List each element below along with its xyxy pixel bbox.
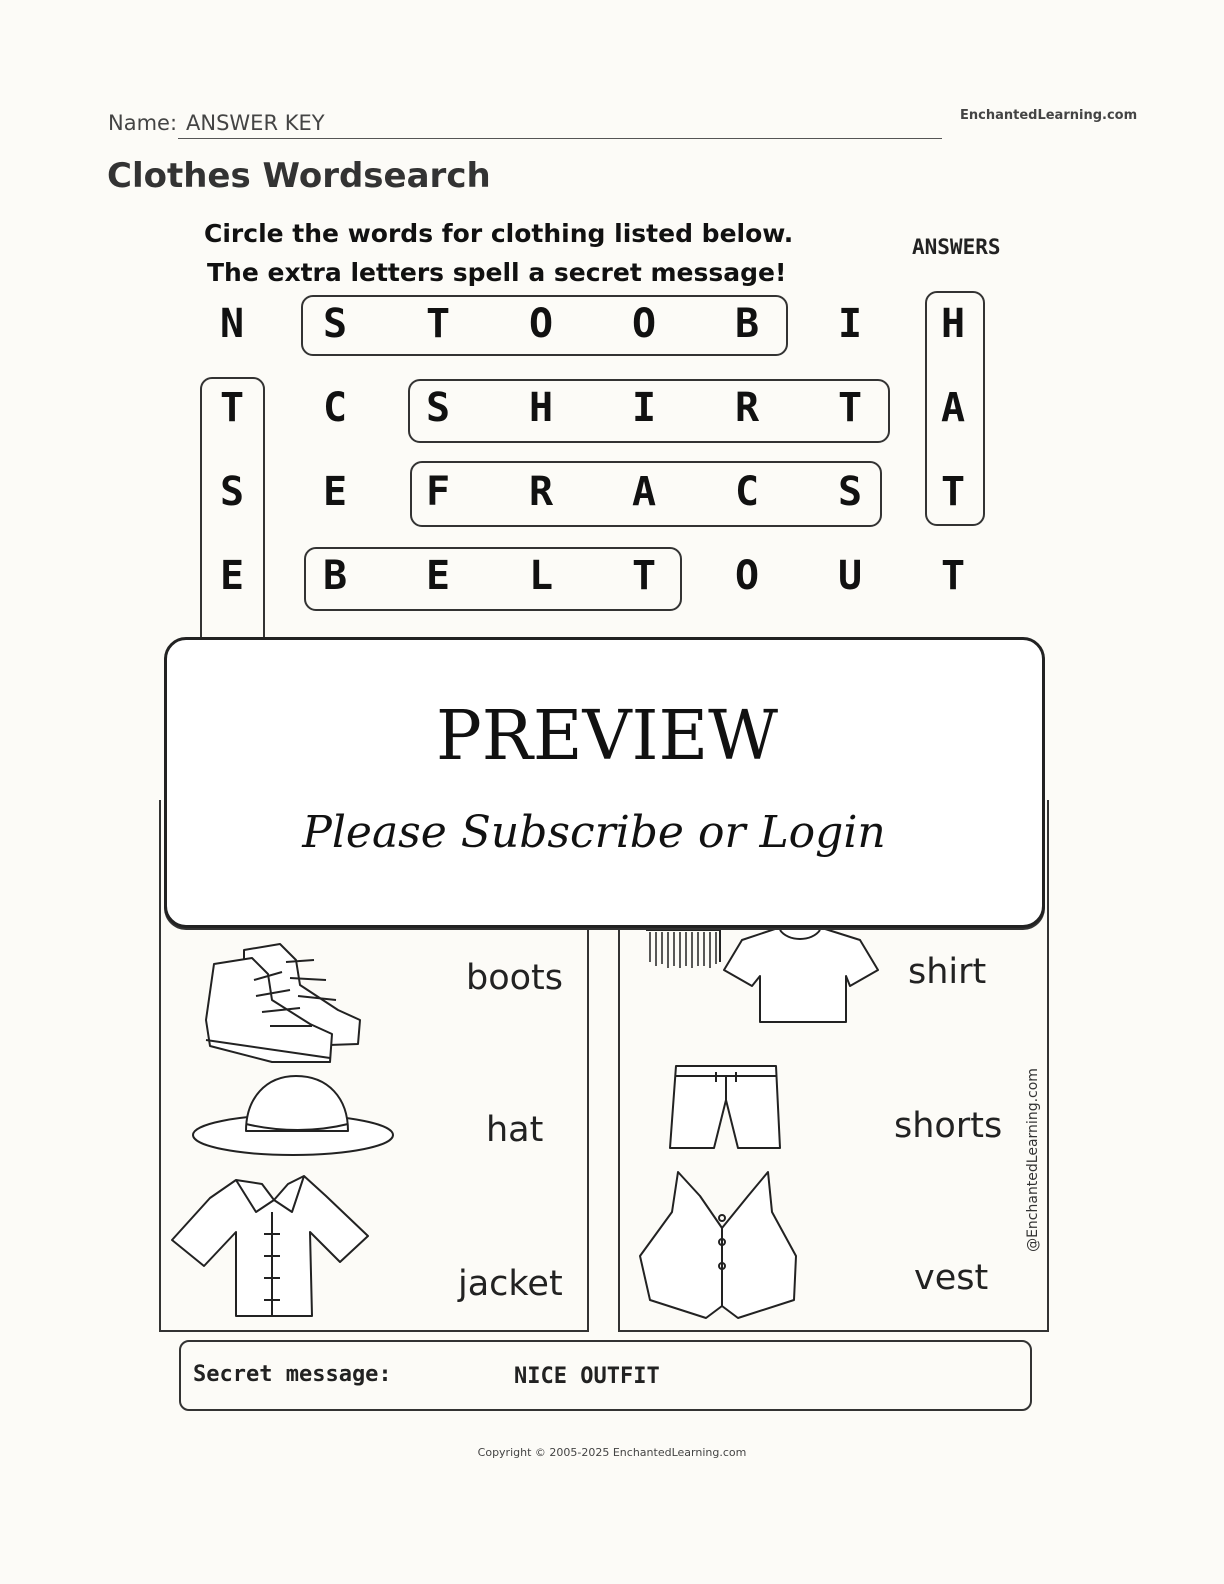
word-shirt: shirt	[908, 952, 987, 992]
secret-message-label: Secret message:	[193, 1362, 392, 1387]
jacket-icon	[172, 1176, 368, 1316]
grid-letter: T	[425, 301, 451, 347]
hat-icon	[193, 1076, 393, 1155]
instructions-line-1: Circle the words for clothing listed below.	[204, 219, 794, 248]
grid-letter: U	[837, 553, 863, 599]
shorts-icon	[670, 1066, 780, 1148]
grid-letter: E	[219, 553, 245, 599]
grid-letter: R	[528, 469, 554, 515]
grid-letter: I	[837, 301, 863, 347]
grid-letter: T	[940, 469, 966, 515]
grid-letter: H	[940, 301, 966, 347]
name-label: Name:	[108, 111, 178, 135]
grid-letter: O	[734, 553, 760, 599]
secret-message-value: NICE OUTFIT	[514, 1364, 660, 1389]
grid-letter: R	[734, 385, 760, 431]
grid-letter: S	[425, 385, 451, 431]
word-boots: boots	[466, 958, 564, 998]
grid-letter: S	[837, 469, 863, 515]
grid-letter: B	[322, 553, 348, 599]
shirt-icon	[724, 928, 878, 1022]
name-value: ANSWER KEY	[186, 111, 325, 135]
word-jacket: jacket	[458, 1264, 563, 1304]
preview-overlay[interactable]	[164, 637, 1045, 928]
grid-letter: T	[631, 553, 657, 599]
grid-letter: S	[219, 469, 245, 515]
grid-letter: N	[219, 301, 245, 347]
word-vest: vest	[914, 1258, 989, 1298]
scarf-icon	[646, 930, 720, 968]
grid-letter: S	[322, 301, 348, 347]
page-title: Clothes Wordsearch	[107, 156, 491, 196]
grid-letter: E	[425, 553, 451, 599]
grid-letter: O	[631, 301, 657, 347]
grid-letter: A	[940, 385, 966, 431]
grid-letter: B	[734, 301, 760, 347]
boots-icon	[206, 944, 360, 1062]
grid-letter: O	[528, 301, 554, 347]
grid-letter: A	[631, 469, 657, 515]
side-watermark: @EnchantedLearning.com	[1025, 1068, 1041, 1252]
grid-letter: E	[322, 469, 348, 515]
answers-label: ANSWERS	[912, 235, 1001, 259]
vest-icon	[640, 1172, 796, 1318]
grid-letter: H	[528, 385, 554, 431]
grid-letter: F	[425, 469, 451, 515]
grid-letter: I	[631, 385, 657, 431]
grid-letter: T	[219, 385, 245, 431]
preview-title: PREVIEW	[435, 697, 779, 776]
word-hat: hat	[486, 1110, 544, 1150]
grid-letter: T	[940, 553, 966, 599]
preview-subscribe-login-link[interactable]: Please Subscribe or Login	[302, 807, 886, 858]
instructions-line-2: The extra letters spell a secret message!	[207, 258, 787, 287]
grid-letter: T	[837, 385, 863, 431]
word-shorts: shorts	[894, 1106, 1003, 1146]
copyright-footer: Copyright © 2005-2025 EnchantedLearning.com	[477, 1446, 747, 1459]
site-link[interactable]: EnchantedLearning.com	[960, 108, 1138, 123]
grid-letter: L	[528, 553, 554, 599]
grid-letter: C	[734, 469, 760, 515]
grid-letter: C	[322, 385, 348, 431]
